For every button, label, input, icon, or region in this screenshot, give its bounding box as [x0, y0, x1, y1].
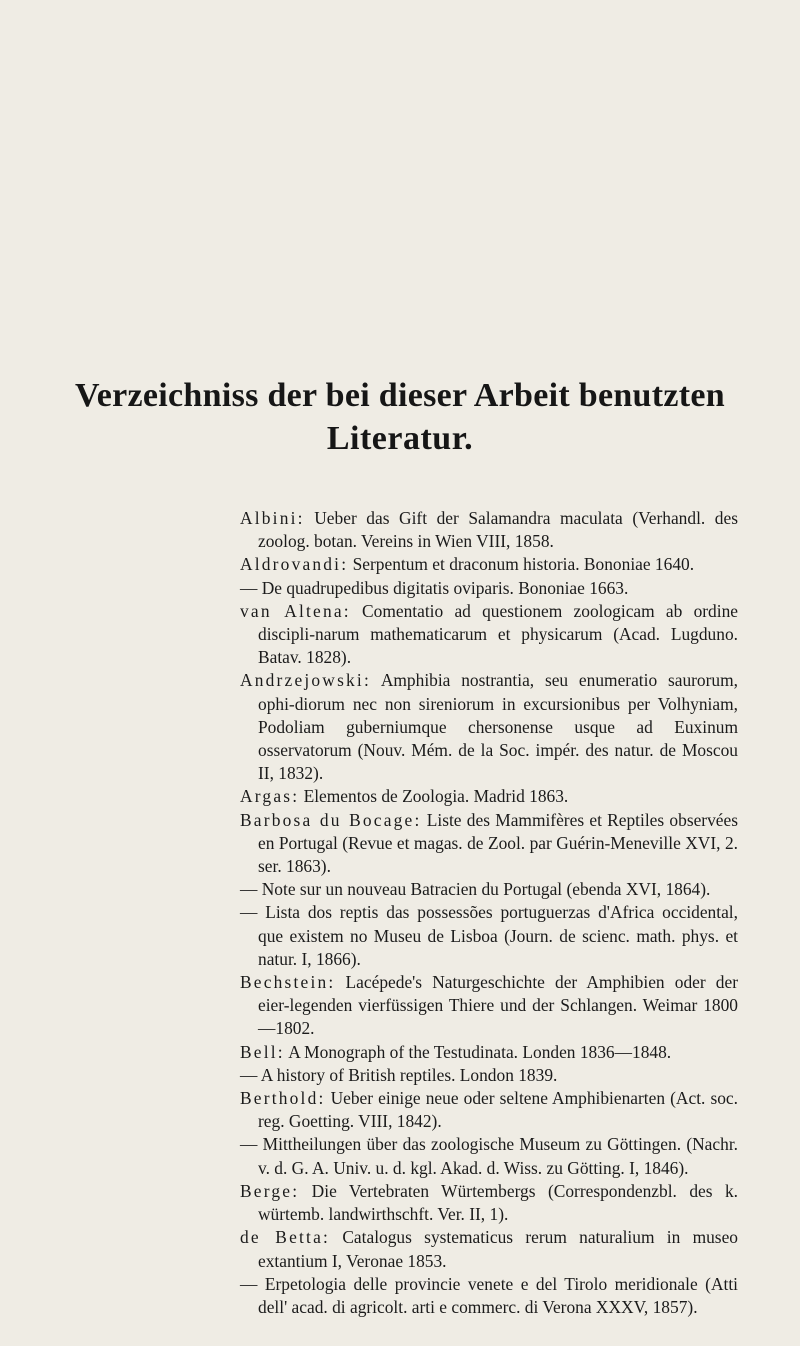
entry-author: de Betta: — [240, 1227, 331, 1248]
entry-text: A Monograph of the Testudinata. Londen 1836—1848. — [284, 1041, 672, 1062]
bibliography-entry — [240, 600, 738, 670]
entry-text: Catalogus systematicus rerum naturalium in museo extantium I, Veronae 1853. — [258, 1227, 738, 1271]
bibliography-entry — [240, 577, 738, 600]
bibliography-entry — [240, 901, 738, 971]
bibliography-entry — [240, 1133, 738, 1179]
entry-author: — — [240, 1064, 258, 1085]
entry-text: Note sur un nouveau Batracien du Portugal (ebenda XVI, 1864). — [257, 879, 711, 900]
bibliography-entry — [240, 1041, 738, 1064]
entry-text: Ueber das Gift der Salamandra maculata (Verhandl. des zoolog. botan. Vereins in Wien VIII, 1858. — [258, 508, 738, 552]
heading-line-2: Literatur. — [326, 420, 474, 457]
entry-text: Liste des Mammifères et Reptiles observées en Portugal (Revue et magas. de Zool. par Guérin-Meneville XVI, 2. ser. 1863). — [258, 809, 738, 877]
entry-text: Ueber einige neue oder seltene Amphibienarten (Act. soc. reg. Goetting. VIII, 1842). — [258, 1088, 738, 1132]
entry-text: De quadrupedibus digitatis oviparis. Bononiae 1663. — [257, 577, 629, 598]
entry-author: Aldrovandi: — [240, 554, 349, 575]
entry-author: Bell: — [240, 1041, 285, 1062]
entry-author: Berthold: — [240, 1088, 326, 1109]
entry-text: Serpentum et draconum historia. Bononiae 1640. — [348, 554, 695, 575]
entry-author: van Altena: — [240, 600, 351, 621]
bibliography-entry — [240, 1180, 738, 1226]
entry-author: — — [240, 902, 258, 923]
bibliography-entry — [240, 507, 738, 553]
entry-text: Comentatio ad questionem zoologicam ab ordine discipli-narum mathematicarum et physicarum (Acad. Lugduno. Batav. 1828). — [258, 600, 738, 668]
entry-text: Lista dos reptis das possessões portuguerzas d'Africa occidental, que existem no Museu de Lisboa (Journ. de scienc. math. phys. et natur. I, 1866). — [257, 902, 738, 969]
bibliography-entry — [240, 971, 738, 1041]
entry-text: Erpetologia delle provincie venete e del Tirolo meridionale (Atti dell' acad. di agricolt. arti e commerc. di Verona XXXV, 1857). — [257, 1273, 738, 1317]
heading-line-1: Verzeichniss der bei dieser Arbeit benutzten — [74, 377, 726, 414]
bibliography-entry — [240, 1273, 738, 1319]
entry-author: Berge: — [240, 1180, 300, 1201]
entry-author: Albini: — [240, 508, 305, 528]
entry-text: Mittheilungen über das zoologische Museum zu Göttingen. (Nachr. v. d. G. A. Univ. u. d. kgl. Akad. d. Wiss. zu Götting. I, 1846). — [257, 1134, 738, 1178]
entry-text: A history of British reptiles. London 1839. — [257, 1064, 558, 1085]
bibliography-list — [0, 507, 800, 1319]
entry-author: — — [240, 577, 258, 598]
entry-text: Lacépede's Naturgeschichte der Amphibien oder der eier-legenden vierfüssigen Thiere und der Schlangen. Weimar 1800—1802. — [258, 972, 738, 1039]
entry-author: — — [240, 1134, 258, 1155]
entry-author: Andrzejowski: — [240, 670, 371, 691]
bibliography-entry — [240, 878, 738, 901]
entry-text: Amphibia nostrantia, seu enumeratio saurorum, ophi-diorum nec non sireniorum in excursionibus per Volhyniam, Podoliam guberniumque chersonense usque ad Euxinum osservatorum (Nouv. Mém. de la Soc. impér. des natur. de Moscou II, 1832). — [258, 670, 738, 784]
bibliography-entry — [240, 669, 738, 785]
bibliography-entry — [240, 553, 738, 576]
entry-author: — — [240, 879, 258, 900]
bibliography-entry — [240, 809, 738, 879]
bibliography-entry — [240, 1087, 738, 1133]
entry-author: Argas: — [240, 786, 300, 807]
entry-text: Elementos de Zoologia. Madrid 1863. — [299, 786, 569, 807]
entry-author: — — [240, 1273, 258, 1294]
entry-author: Barbosa du Bocage: — [240, 809, 422, 830]
page-heading — [0, 374, 800, 460]
bibliography-entry — [240, 1064, 738, 1087]
bibliography-entry — [240, 1226, 738, 1272]
entry-author: Bechstein: — [240, 972, 336, 993]
bibliography-entry — [240, 785, 738, 808]
entry-text: Die Vertebraten Würtembergs (Correspondenzbl. des k. würtemb. landwirthschft. Ver. II, 1). — [258, 1180, 738, 1225]
